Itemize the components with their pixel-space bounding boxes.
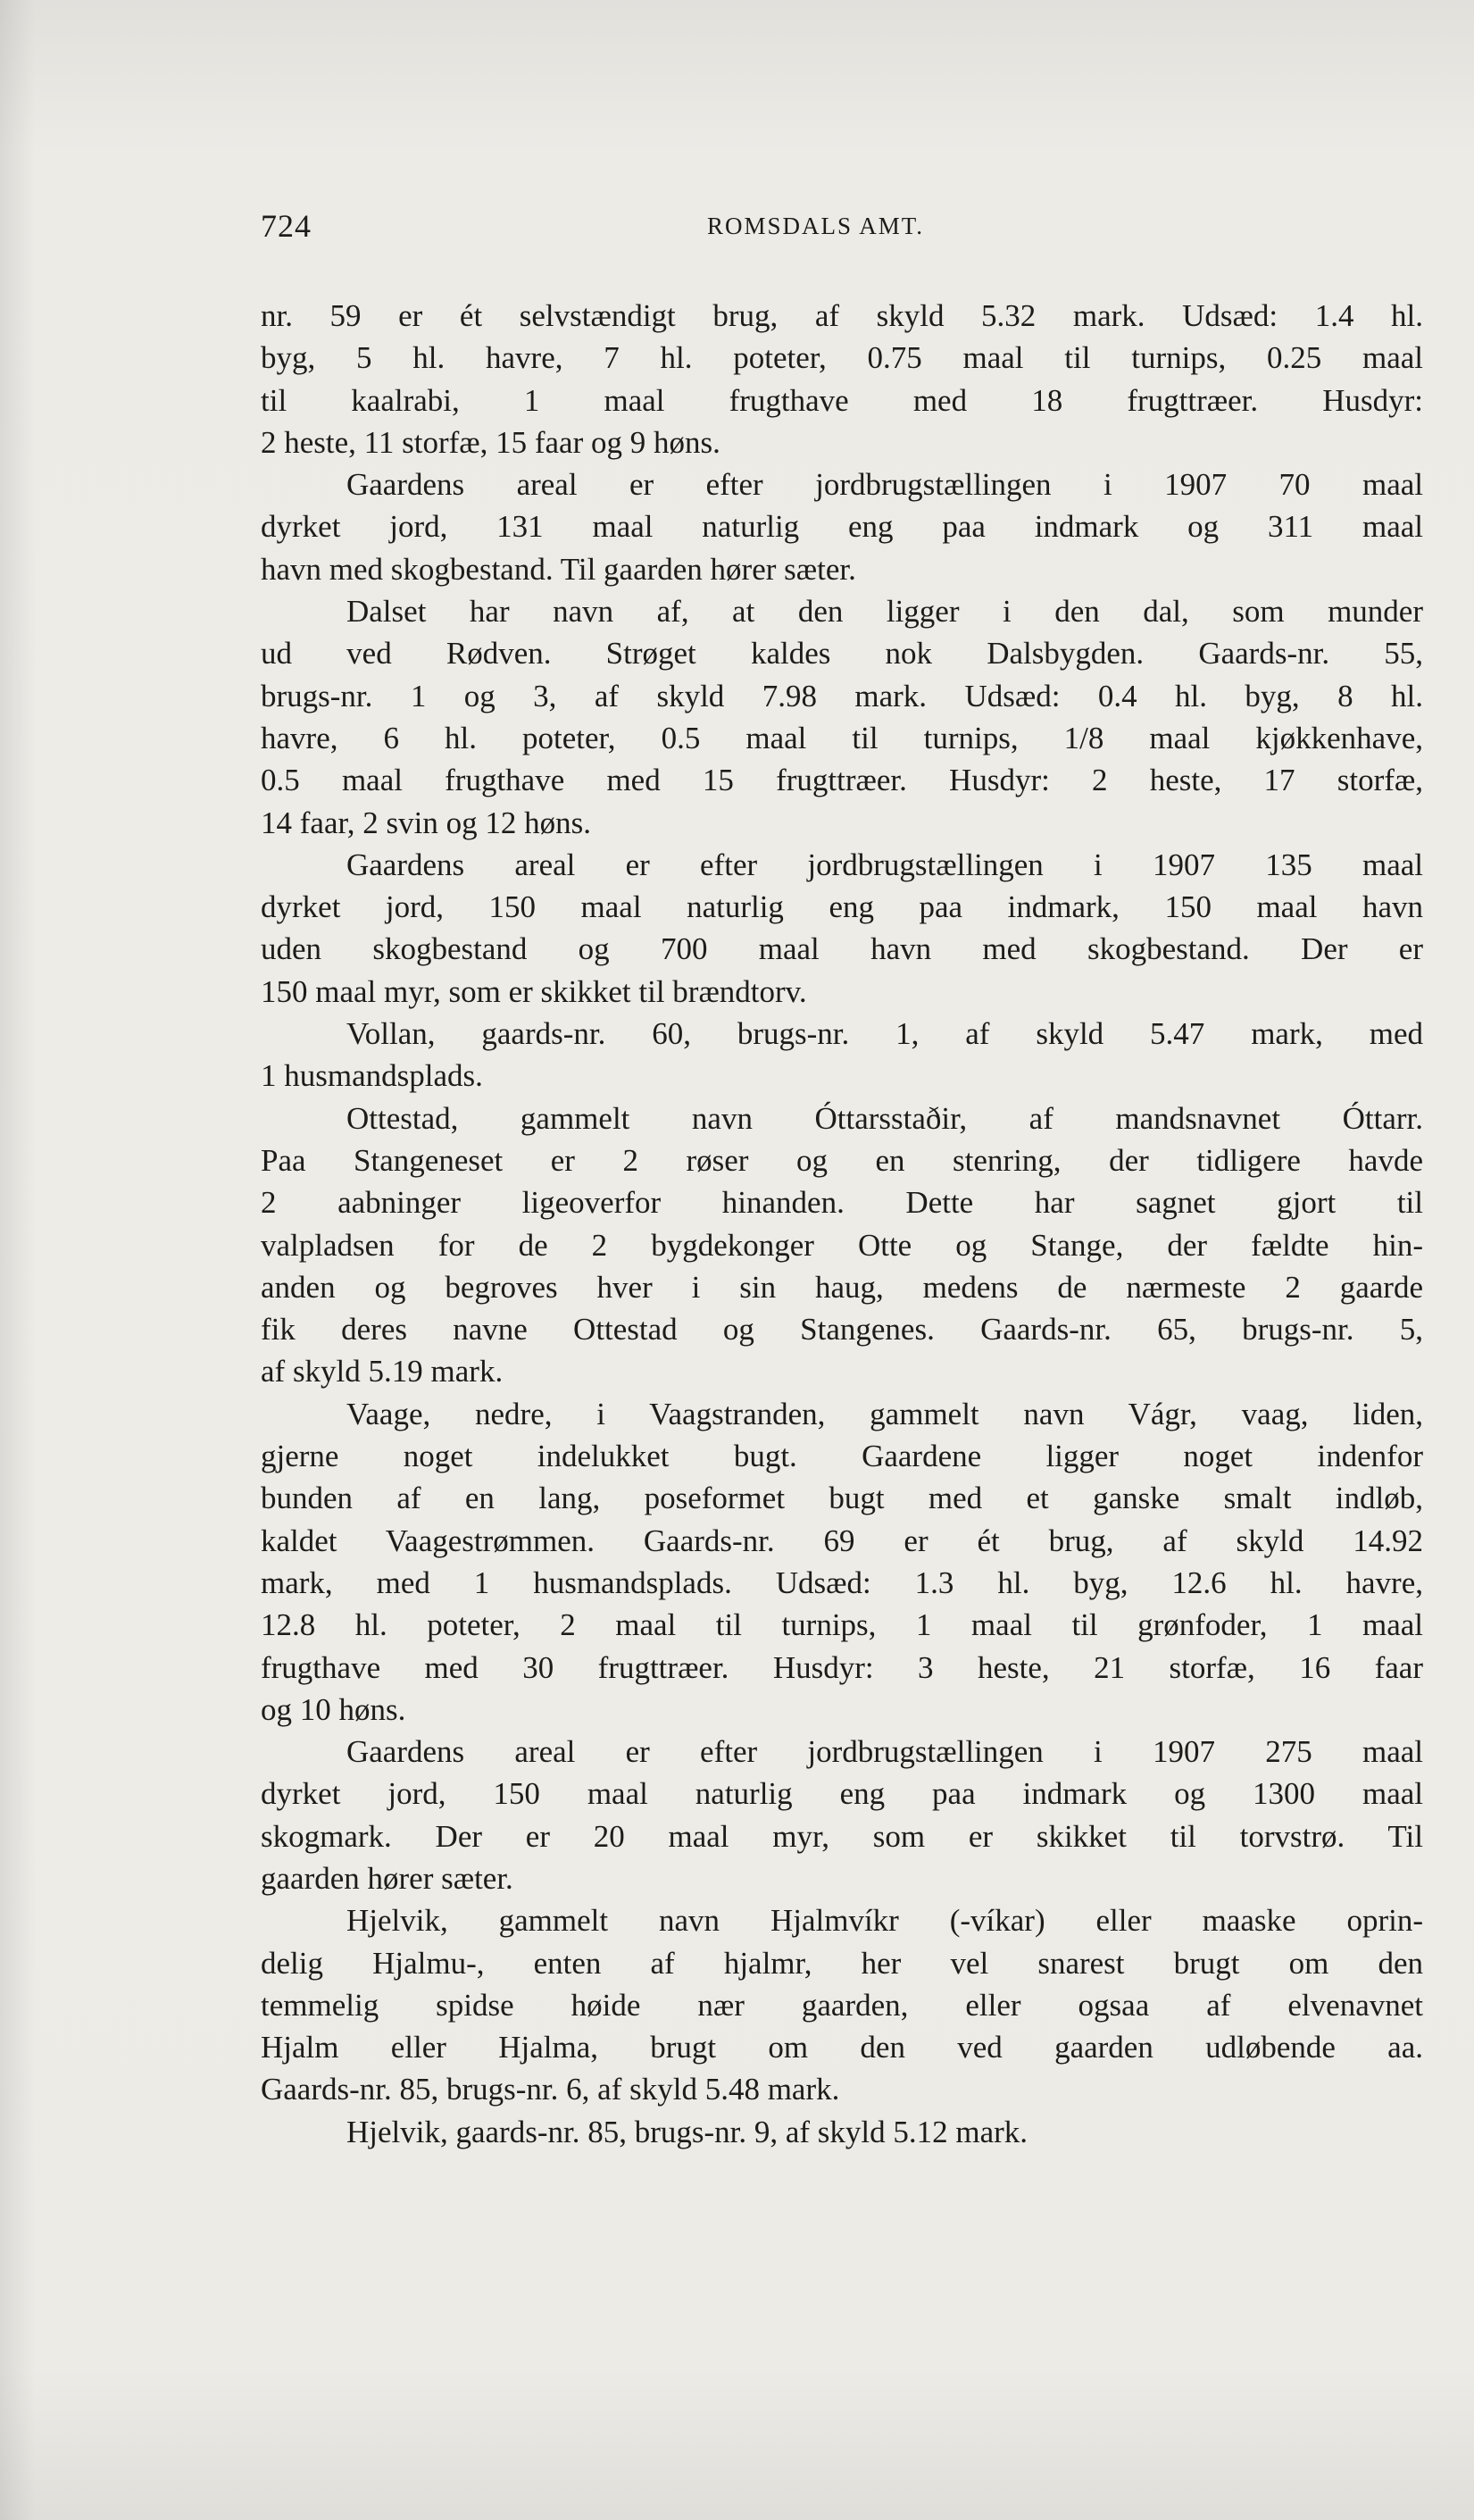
page-edge-shadow: [0, 0, 36, 2520]
text-line: af skyld 5.19 mark.: [261, 1354, 504, 1389]
text-line: 2 heste, 11 storfæ, 15 faar og 9 høns.: [261, 424, 720, 460]
text-line: 2 aabninger ligeoverfor hinanden. Dette har sagnet gjort til: [261, 1185, 1423, 1221]
text-line: Hjelvik, gammelt navn Hjalmvíkr (-víkar) eller maaske oprin-: [346, 1903, 1423, 1939]
text-line: Hjelvik, gaards-nr. 85, brugs-nr. 9, af skyld 5.12 mark.: [346, 2114, 1028, 2149]
text-line: 150 maal myr, som er skikket til brændtorv.: [261, 973, 807, 1009]
text-line: valpladsen for de 2 bygdekonger Otte og Stange, der fældte hin-: [261, 1227, 1423, 1263]
text-line: havre, 6 hl. poteter, 0.5 maal til turnips, 1/8 maal kjøkkenhave,: [261, 720, 1423, 755]
text-line: gjerne noget indelukket bugt. Gaardene ligger noget indenfor: [261, 1439, 1423, 1474]
page-header: [261, 207, 1430, 252]
text-line: fik deres navne Ottestad og Stangenes. Gaards-nr. 65, brugs-nr. 5,: [261, 1312, 1423, 1348]
text-line: Dalset har navn af, at den ligger i den dal, som munder: [346, 594, 1423, 630]
text-line: ud ved Rødven. Strøget kaldes nok Dalsbygden. Gaards-nr. 55,: [261, 636, 1423, 672]
text-line: Gaards-nr. 85, brugs-nr. 6, af skyld 5.48 mark.: [261, 2072, 840, 2107]
text-line: 0.5 maal frugthave med 15 frugttræer. Husdyr: 2 heste, 17 storfæ,: [261, 763, 1423, 798]
text-line: dyrket jord, 150 maal naturlig eng paa indmark, 150 maal havn: [261, 889, 1423, 925]
page-number: 724: [261, 208, 312, 244]
text-line: Gaardens areal er efter jordbrugstællingen i 1907 135 maal: [346, 847, 1423, 882]
text-line: og 10 høns.: [261, 1691, 406, 1727]
text-line: til kaalrabi, 1 maal frugthave med 18 frugttræer. Husdyr:: [261, 382, 1423, 418]
text-line: Vollan, gaards-nr. 60, brugs-nr. 1, af skyld 5.47 mark, med: [346, 1016, 1423, 1052]
body-text: [261, 295, 1423, 2153]
text-line: Ottestad, gammelt navn Óttarsstaðir, af mandsnavnet Óttarr.: [346, 1100, 1423, 1136]
text-line: 14 faar, 2 svin og 12 høns.: [261, 805, 591, 840]
text-line: brugs-nr. 1 og 3, af skyld 7.98 mark. Udsæd: 0.4 hl. byg, 8 hl.: [261, 678, 1423, 713]
running-title: ROMSDALS AMT.: [707, 213, 925, 239]
text-line: 12.8 hl. poteter, 2 maal til turnips, 1 maal til grønfoder, 1 maal: [261, 1607, 1423, 1643]
text-line: dyrket jord, 150 maal naturlig eng paa indmark og 1300 maal: [261, 1776, 1423, 1812]
text-line: Gaardens areal er efter jordbrugstællingen i 1907 70 maal: [346, 467, 1423, 503]
text-line: bunden af en lang, poseformet bugt med et ganske smalt indløb,: [261, 1481, 1423, 1516]
text-line: skogmark. Der er 20 maal myr, som er skikket til torvstrø. Til: [261, 1818, 1423, 1854]
text-line: Vaage, nedre, i Vaagstranden, gammelt navn Vágr, vaag, liden,: [346, 1396, 1423, 1431]
text-line: uden skogbestand og 700 maal havn med skogbestand. Der er: [261, 931, 1423, 967]
text-line: anden og begroves hver i sin haug, medens de nærmeste 2 gaarde: [261, 1269, 1423, 1305]
text-line: 1 husmandsplads.: [261, 1058, 483, 1094]
text-line: nr. 59 er ét selvstændigt brug, af skyld 5.32 mark. Udsæd: 1.4 hl.: [261, 298, 1423, 333]
text-line: Gaardens areal er efter jordbrugstællingen i 1907 275 maal: [346, 1734, 1423, 1770]
text-line: dyrket jord, 131 maal naturlig eng paa indmark og 311 maal: [261, 509, 1423, 545]
text-line: frugthave med 30 frugttræer. Husdyr: 3 heste, 21 storfæ, 16 faar: [261, 1649, 1423, 1685]
text-line: Paa Stangeneset er 2 røser og en stenring, der tidligere havde: [261, 1142, 1423, 1178]
text-line: delig Hjalmu-, enten af hjalmr, her vel snarest brugt om den: [261, 1945, 1423, 1981]
text-line: havn med skogbestand. Til gaarden hører sæter.: [261, 551, 856, 587]
text-line: mark, med 1 husmandsplads. Udsæd: 1.3 hl. byg, 12.6 hl. havre,: [261, 1565, 1423, 1600]
text-line: temmelig spidse høide nær gaarden, eller ogsaa af elvenavnet: [261, 1987, 1423, 2023]
text-line: Hjalm eller Hjalma, brugt om den ved gaarden udløbende aa.: [261, 2030, 1423, 2065]
text-line: gaarden hører sæter.: [261, 1860, 513, 1896]
text-line: kaldet Vaagestrømmen. Gaards-nr. 69 er ét brug, af skyld 14.92: [261, 1523, 1423, 1558]
text-line: byg, 5 hl. havre, 7 hl. poteter, 0.75 maal til turnips, 0.25 maal: [261, 340, 1423, 376]
